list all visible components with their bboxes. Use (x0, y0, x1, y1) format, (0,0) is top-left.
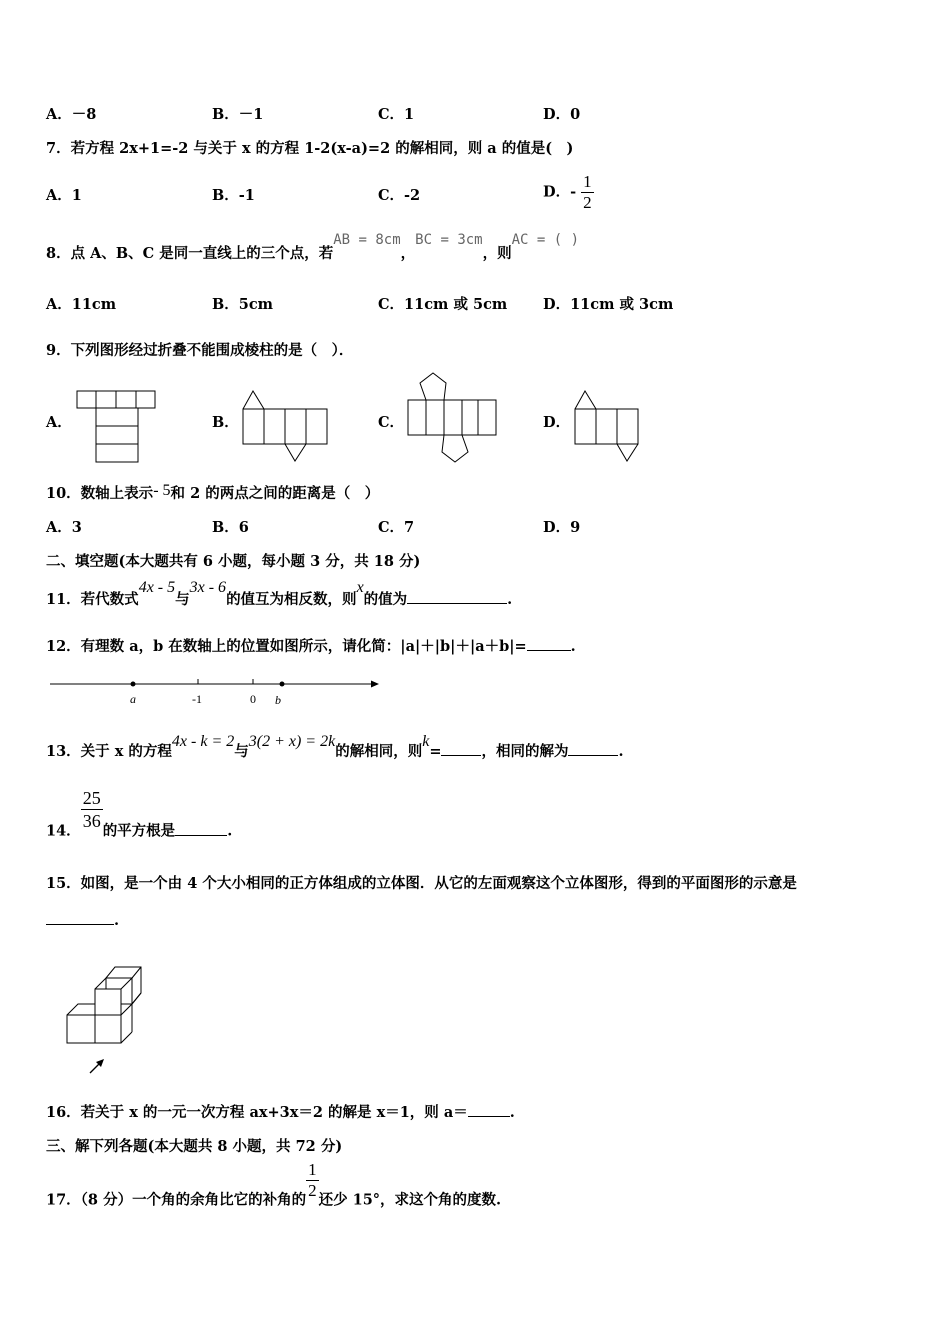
fraction-numerator: 1 (308, 1160, 317, 1179)
q14-text: 的平方根是 (102, 822, 176, 840)
number-line-arrow-icon (371, 681, 379, 688)
q8-ac: AC = ( ) (511, 232, 580, 248)
q7-stem: 7．若方程 2x+1=-2 与关于 x 的方程 1-2(x-a)=2 的解相同，则 a 的值是( ) (46, 140, 574, 157)
q8-bc: BC = 3cm (415, 232, 483, 248)
q10-number: - 5 (153, 482, 171, 499)
q14-fraction (81, 787, 103, 832)
q13-solution-blank[interactable] (568, 755, 618, 756)
q9-stem: 9．下列图形经过折叠不能围成棱柱的是（ ）． (46, 342, 354, 359)
section-3-heading: 三、解下列各题(本大题共 8 小题，共 72 分) (46, 1138, 343, 1155)
q11-d: 的值为 (363, 591, 408, 608)
q7-option-a: A．1 (46, 187, 82, 204)
q17-b: 还少 15°，求这个角的度数. (318, 1191, 502, 1209)
view-arrow-icon (90, 1059, 104, 1073)
net-c-figure (402, 370, 502, 465)
q15-cube-figure (60, 960, 155, 1080)
q10-stem-a: 10．数轴上表示 (46, 485, 154, 502)
axis-label-minus-one: -1 (192, 692, 202, 706)
q16-text: 16．若关于 x 的一元一次方程 ax+3x＝2 的解是 x＝1，则 a＝ (46, 1104, 468, 1121)
q11-answer-blank[interactable] (407, 603, 507, 604)
fraction-denominator: 36 (82, 811, 101, 831)
point-b (280, 682, 285, 687)
q8-option-c: C．11cm 或 5cm (378, 296, 508, 313)
q14-end: . (227, 822, 233, 840)
q13-end: . (618, 743, 624, 760)
q7-option-d-label: D．- (543, 183, 577, 201)
q15-end: . (114, 912, 120, 929)
q10-stem-b: 和 2 的两点之间的距离是（ ） (170, 485, 380, 502)
q6-option-c: C．1 (378, 106, 415, 123)
q17-stem (46, 1160, 501, 1210)
q13-b: 与 (234, 743, 249, 760)
q6-option-b: B．－1 (212, 106, 264, 123)
q11-a: 11．若代数式 (46, 591, 139, 608)
q13-k-blank[interactable] (441, 755, 481, 756)
q13-d: = (429, 743, 442, 760)
q14-number: 14． (46, 822, 81, 840)
q11-var: x (356, 579, 364, 596)
fraction-denominator: 2 (308, 1181, 317, 1200)
q10-option-b: B．6 (212, 519, 249, 536)
q13-stem (46, 733, 624, 761)
q12-number-line (46, 672, 386, 712)
point-a (131, 682, 136, 687)
q13-c: 的解相同，则 (335, 743, 423, 760)
q12-answer-blank[interactable] (527, 650, 571, 651)
q7-option-d (543, 172, 594, 213)
fraction-denominator: 2 (583, 193, 592, 212)
net-b-figure (238, 388, 333, 468)
q14-answer-blank[interactable] (175, 835, 227, 836)
q8-stem (46, 232, 580, 263)
q9-option-c: C． (378, 414, 405, 431)
q11-c: 的值互为相反数，则 (226, 591, 357, 608)
q7-option-b: B．-1 (212, 187, 255, 204)
q11-expr1: 4x - 5 (138, 579, 176, 596)
q14-stem (46, 787, 232, 841)
q10-option-d: D．9 (543, 519, 581, 536)
q11-end: . (507, 591, 513, 608)
q13-e: ，相同的解为 (481, 743, 569, 760)
q10-option-c: C．7 (378, 519, 415, 536)
q9-option-b: B． (212, 414, 239, 431)
q6-option-d: D．0 (543, 106, 581, 123)
axis-label-a: a (130, 692, 136, 706)
q7-option-d-fraction (581, 172, 594, 213)
q11-expr2: 3x - 6 (189, 579, 227, 596)
axis-label-zero: 0 (250, 692, 256, 706)
net-a-figure (70, 385, 165, 470)
q16-end: . (509, 1104, 515, 1121)
q15-stem: 15．如图，是一个由 4 个大小相同的正方体组成的立体图．从它的左面观察这个立体图形，得到的平面图形的示意是 (46, 875, 797, 892)
q6-option-a: A．－8 (46, 106, 97, 123)
q17-fraction (306, 1160, 319, 1201)
axis-label-b: b (275, 693, 281, 707)
fraction-numerator: 1 (583, 172, 592, 191)
q8-stem-a: 8．点 A、B、C 是同一直线上的三个点，若 (46, 245, 334, 262)
q11-b: 与 (175, 591, 190, 608)
q8-sep: ， (400, 245, 416, 262)
q9-option-d: D． (543, 414, 571, 431)
q8-option-d: D．11cm 或 3cm (543, 296, 674, 313)
q8-stem-b: ，则 (482, 245, 512, 262)
q8-ab: AB = 8cm (333, 232, 401, 248)
q12-end: . (570, 638, 576, 655)
q15-answer-blank[interactable] (46, 924, 114, 925)
q8-option-b: B．5cm (212, 296, 274, 313)
q7-option-c: C．-2 (378, 187, 421, 204)
q8-option-a: A．11cm (46, 296, 117, 313)
fraction-numerator: 25 (82, 788, 101, 808)
net-d-figure (568, 388, 648, 468)
q12-stem (46, 635, 576, 656)
q13-var: k (422, 733, 430, 750)
q17-a: 17．（8 分）一个角的余角比它的补角的 (46, 1191, 307, 1209)
section-2-heading: 二、填空题(本大题共有 6 小题，每小题 3 分，共 18 分) (46, 553, 421, 570)
q15-answer (46, 912, 119, 929)
q13-eq2: 3(2 + x) = 2k (248, 733, 336, 750)
q10-stem (46, 482, 379, 503)
q12-text: 12．有理数 a，b 在数轴上的位置如图所示，请化简：|a|＋|b|＋|a＋b|= (46, 638, 527, 655)
q13-eq1: 4x - k = 2 (171, 733, 235, 750)
q11-stem (46, 579, 513, 609)
q9-option-a: A． (46, 414, 72, 431)
q13-a: 13．关于 x 的方程 (46, 743, 172, 760)
q16-answer-blank[interactable] (468, 1116, 510, 1117)
q16-stem (46, 1101, 515, 1122)
q10-option-a: A．3 (46, 519, 82, 536)
